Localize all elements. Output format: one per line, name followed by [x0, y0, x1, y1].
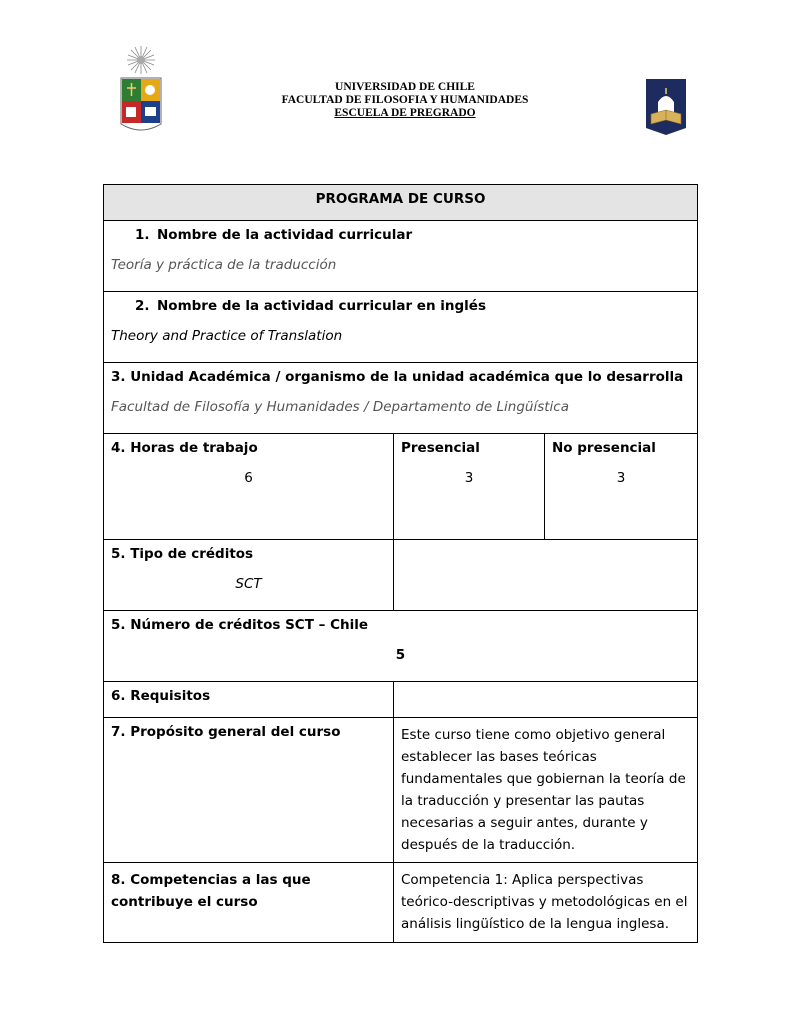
section-2-label: 2. Nombre de la actividad curricular en inglés: [135, 298, 486, 314]
university-name: UNIVERSIDAD DE CHILE: [335, 81, 475, 93]
section-2-value: Theory and Practice of Translation: [111, 328, 343, 344]
document-header: [0, 0, 800, 160]
hours-value: 6: [244, 470, 253, 486]
credit-type-value: SCT: [235, 576, 262, 592]
section-4-row: [104, 434, 698, 540]
hours-label: 4. Horas de trabajo: [111, 440, 258, 456]
section-3-label: 3. Unidad Académica / organismo de la unidad académica que lo desarrolla: [111, 369, 684, 385]
institution-header-text: [200, 81, 610, 120]
credit-type-label: 5. Tipo de créditos: [111, 546, 254, 562]
section-1-row: [104, 221, 698, 292]
requirements-label: 6. Requisitos: [111, 688, 211, 704]
faculty-crest-logo: [645, 78, 687, 136]
credit-type-empty-cell: [394, 540, 698, 611]
competencies-value: Competencia 1: Aplica perspectivas teórico-descriptivas y metodológicas en el análisis lingüístico de la lengua inglesa.: [401, 872, 688, 932]
credit-number-label: 5. Número de créditos SCT – Chile: [111, 617, 368, 633]
presencial-value: 3: [464, 470, 474, 486]
requirements-value: [394, 682, 698, 718]
course-program-table: [103, 184, 698, 943]
university-crest-logo: [117, 44, 165, 136]
faculty-name: FACULTAD DE FILOSOFIA Y HUMANIDADES: [281, 94, 529, 106]
school-name: ESCUELA DE PREGRADO: [334, 107, 476, 119]
section-1-label: 1. Nombre de la actividad curricular: [135, 227, 413, 243]
credit-number-value: 5: [395, 647, 406, 663]
competencies-label: 8. Competencias a las que contribuye el curso: [111, 872, 311, 910]
table-title: PROGRAMA DE CURSO: [104, 185, 698, 221]
section-5a-row: [104, 540, 698, 611]
table-title-row: [104, 185, 698, 221]
purpose-value: Este curso tiene como objetivo general establecer las bases teóricas fundamentales que gobiernan la teoría de la traducción y presentar las pautas necesarias a seguir antes, durante y después de la traducción.: [401, 727, 686, 853]
section-7-row: [104, 718, 698, 863]
purpose-label: 7. Propósito general del curso: [111, 724, 341, 740]
section-3-value: Facultad de Filosofía y Humanidades / Departamento de Lingüística: [111, 399, 570, 415]
no-presencial-value: 3: [616, 470, 626, 486]
no-presencial-label: No presencial: [552, 440, 656, 456]
section-8-row: [104, 863, 698, 943]
section-2-row: [104, 292, 698, 363]
section-5b-row: [104, 611, 698, 682]
section-3-row: [104, 363, 698, 434]
section-1-value: Teoría y práctica de la traducción: [111, 257, 337, 273]
presencial-label: Presencial: [401, 440, 480, 456]
section-6-row: [104, 682, 698, 718]
